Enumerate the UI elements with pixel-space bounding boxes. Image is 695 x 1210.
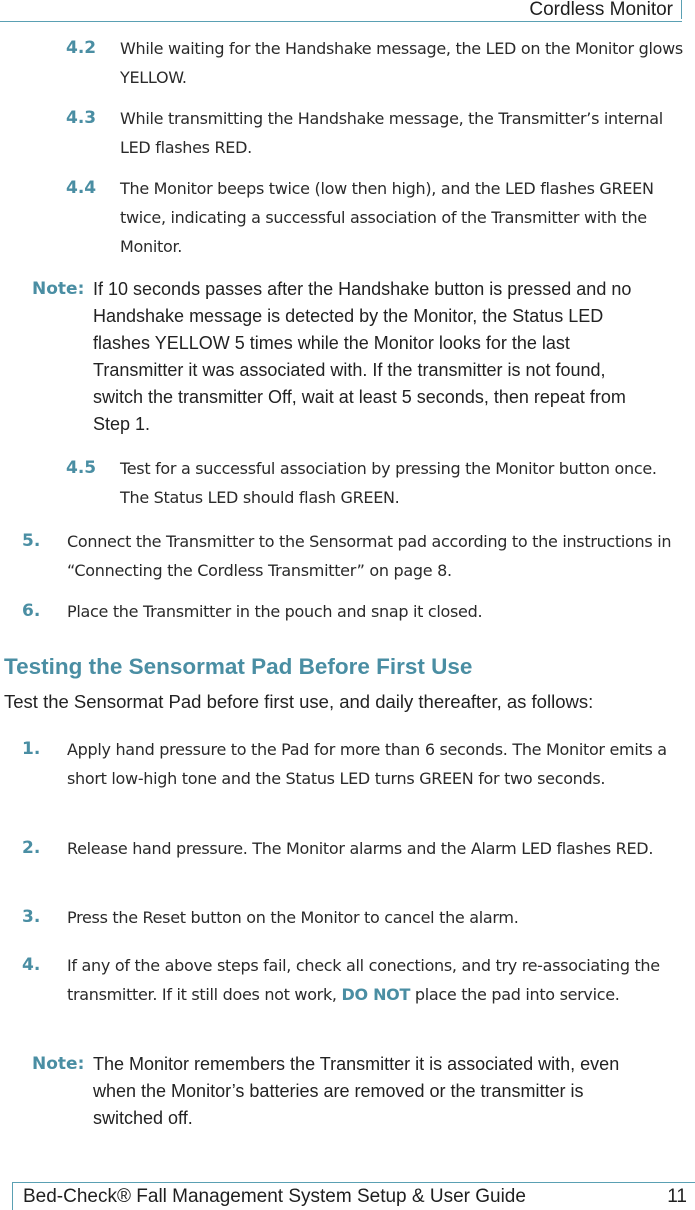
substep-number: 4.2	[66, 38, 97, 58]
note-text: If 10 seconds passes after the Handshake button is pressed and no Handshake message is detected by the Monitor, the Status LED flashes YELLOW 5 times while the Monitor looks for the last Transmitter it was associated with. If the transmitter is not found, switch the transmitter Off, wait at least 5 seconds, then repeat from Step 1.	[93, 279, 632, 434]
step-text: Press the Reset button on the Monitor to cancel the alarm.	[67, 908, 519, 927]
substep-text: While transmitting the Handshake message, the Transmitter’s internal LED flashes RED.	[120, 109, 663, 157]
page-number: 11	[667, 1186, 687, 1207]
step-number: 1.	[22, 739, 41, 759]
note-label: Note:	[32, 279, 85, 299]
step-text: Apply hand pressure to the Pad for more than 6 seconds. The Monitor emits a short low-high tone and the Status LED turns GREEN for two seconds.	[67, 740, 667, 788]
note-label: Note:	[32, 1054, 85, 1074]
footer-rule-vertical	[12, 1182, 13, 1210]
section-heading: Testing the Sensormat Pad Before First Use	[4, 654, 473, 679]
emphasis-do-not: DO NOT	[341, 985, 411, 1004]
step-text: Release hand pressure. The Monitor alarms and the Alarm LED flashes RED.	[67, 839, 654, 858]
section-intro: Test the Sensormat Pad before first use, and daily thereafter, as follows:	[4, 691, 594, 712]
step-text-part: If any of the above steps fail, check all conections, and try re-associating the transmitter. If it still does not work,	[67, 956, 660, 1004]
step-text	[67, 951, 692, 1009]
footer-title: Bed-Check® Fall Management System Setup & User Guide	[23, 1186, 526, 1207]
step-text: Connect the Transmitter to the Sensormat pad according to the instructions in “Connecting the Cordless Transmitter” on page 8.	[67, 532, 672, 580]
running-header-title: Cordless Monitor	[529, 0, 673, 20]
header-rule-vertical	[681, 0, 682, 19]
step-number: 6.	[22, 601, 41, 621]
substep-number: 4.4	[66, 178, 97, 198]
substep-text: Test for a successful association by pressing the Monitor button once. The Status LED should flash GREEN.	[120, 459, 657, 507]
step-number: 3.	[22, 907, 41, 927]
step-number: 2.	[22, 838, 41, 858]
header-rule	[0, 21, 682, 22]
footer-rule	[12, 1182, 695, 1183]
substep-text: While waiting for the Handshake message, the LED on the Monitor glows YELLOW.	[120, 39, 683, 87]
step-number: 5.	[22, 531, 41, 551]
note-text: The Monitor remembers the Transmitter it is associated with, even when the Monitor’s batteries are removed or the transmitter is switched off.	[93, 1054, 620, 1128]
step-text-part: place the pad into service.	[410, 985, 620, 1004]
substep-number: 4.5	[66, 458, 97, 478]
step-text: Place the Transmitter in the pouch and snap it closed.	[67, 602, 483, 621]
substep-text: The Monitor beeps twice (low then high), and the LED flashes GREEN twice, indicating a successful association of the Transmitter with the Monitor.	[120, 179, 654, 256]
step-number: 4.	[22, 955, 41, 975]
substep-number: 4.3	[66, 108, 97, 128]
